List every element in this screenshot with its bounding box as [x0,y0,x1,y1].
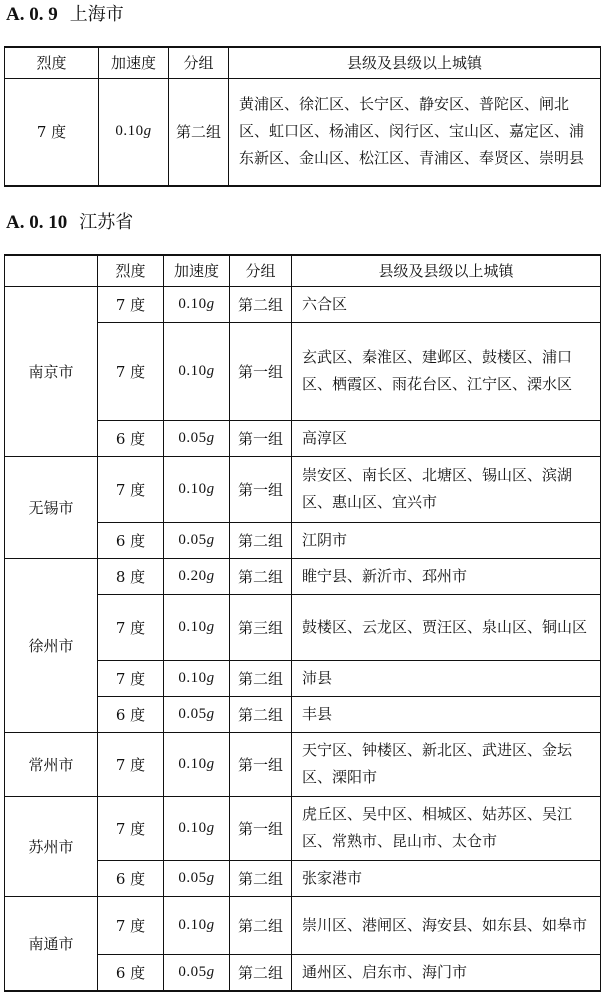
intensity-cell: 7 度 [98,660,164,696]
intensity-cell: 6 度 [98,420,164,456]
acceleration-cell: 0.05g [164,954,230,991]
table-row [5,732,601,796]
header-city [5,255,98,286]
header-group: 分组 [230,255,292,286]
table-row [5,796,601,860]
towns-cell: 高淳区 [292,420,601,456]
acceleration-cell: 0.10g [164,322,230,420]
jiangsu-table [4,254,601,992]
header-group: 分组 [169,47,229,78]
acceleration-cell: 0.10g [164,796,230,860]
acceleration-cell: 0.10g [164,456,230,522]
intensity-cell: 6 度 [98,860,164,896]
city-cell-wuxi: 无锡市 [5,456,98,558]
towns-cell: 玄武区、秦淮区、建邺区、鼓楼区、浦口区、栖霞区、雨花台区、江宁区、溧水区 [292,322,601,420]
group-cell: 第二组 [230,558,292,594]
acceleration-cell: 0.10g [164,732,230,796]
shanghai-table [4,46,601,187]
section-title-jiangsu [6,210,133,236]
acceleration-cell: 0.10g [164,660,230,696]
header-intensity: 烈度 [5,47,99,78]
intensity-cell: 7 度 [98,732,164,796]
group-cell: 第二组 [230,522,292,558]
city-cell-nanjing: 南京市 [5,286,98,456]
acceleration-cell: 0.10g [164,896,230,954]
table-row [5,558,601,594]
table-row [5,896,601,954]
acceleration-cell: 0.05g [164,860,230,896]
towns-cell: 六合区 [292,286,601,322]
city-cell-xuzhou: 徐州市 [5,558,98,732]
intensity-cell: 7 度 [98,896,164,954]
table-header-row [5,255,601,286]
intensity-cell: 7 度 [98,796,164,860]
towns-cell: 通州区、启东市、海门市 [292,954,601,991]
acceleration-cell: 0.10g [164,286,230,322]
towns-cell: 丰县 [292,696,601,732]
header-towns: 县级及县级以上城镇 [292,255,601,286]
city-cell-nantong: 南通市 [5,896,98,991]
intensity-cell: 6 度 [98,696,164,732]
table-header-row [5,47,601,78]
group-cell: 第一组 [230,796,292,860]
acceleration-cell: 0.05g [164,522,230,558]
acceleration-cell: 0.10g [99,78,169,186]
intensity-cell: 8 度 [98,558,164,594]
group-cell: 第二组 [169,78,229,186]
section-number: A. 0. 10 [6,212,68,233]
section-title-shanghai [6,2,124,28]
group-cell: 第二组 [230,696,292,732]
towns-cell: 天宁区、钟楼区、新北区、武进区、金坛区、溧阳市 [292,732,601,796]
intensity-cell: 7 度 [98,594,164,660]
city-cell-suzhou: 苏州市 [5,796,98,896]
acceleration-cell: 0.10g [164,594,230,660]
intensity-cell: 6 度 [98,954,164,991]
towns-cell: 沛县 [292,660,601,696]
intensity-cell: 7 度 [5,78,99,186]
acceleration-cell: 0.20g [164,558,230,594]
group-cell: 第三组 [230,594,292,660]
group-cell: 第一组 [230,322,292,420]
section-number: A. 0. 9 [6,4,58,25]
group-cell: 第一组 [230,732,292,796]
towns-cell: 虎丘区、吴中区、相城区、姑苏区、吴江区、常熟市、昆山市、太仓市 [292,796,601,860]
table-row [5,286,601,322]
intensity-cell: 7 度 [98,286,164,322]
group-cell: 第二组 [230,660,292,696]
table-row [5,456,601,522]
towns-cell: 黄浦区、徐汇区、长宁区、静安区、普陀区、闸北区、虹口区、杨浦区、闵行区、宝山区、嘉定区、浦东新区、金山区、松江区、青浦区、奉贤区、崇明县 [229,78,601,186]
table-row [5,78,601,186]
towns-cell: 江阴市 [292,522,601,558]
towns-cell: 张家港市 [292,860,601,896]
group-cell: 第一组 [230,456,292,522]
section-name: 江苏省 [79,212,134,233]
header-acceleration: 加速度 [164,255,230,286]
header-towns: 县级及县级以上城镇 [229,47,601,78]
city-cell-changzhou: 常州市 [5,732,98,796]
towns-cell: 鼓楼区、云龙区、贾汪区、泉山区、铜山区 [292,594,601,660]
towns-cell: 崇安区、南长区、北塘区、锡山区、滨湖区、惠山区、宜兴市 [292,456,601,522]
header-acceleration: 加速度 [99,47,169,78]
intensity-cell: 7 度 [98,322,164,420]
towns-cell: 崇川区、港闸区、海安县、如东县、如皋市 [292,896,601,954]
towns-cell: 睢宁县、新沂市、邳州市 [292,558,601,594]
group-cell: 第二组 [230,896,292,954]
group-cell: 第一组 [230,420,292,456]
group-cell: 第二组 [230,860,292,896]
group-cell: 第二组 [230,286,292,322]
acceleration-cell: 0.05g [164,696,230,732]
acceleration-cell: 0.05g [164,420,230,456]
intensity-cell: 7 度 [98,456,164,522]
section-name: 上海市 [69,4,124,25]
group-cell: 第二组 [230,954,292,991]
intensity-cell: 6 度 [98,522,164,558]
header-intensity: 烈度 [98,255,164,286]
